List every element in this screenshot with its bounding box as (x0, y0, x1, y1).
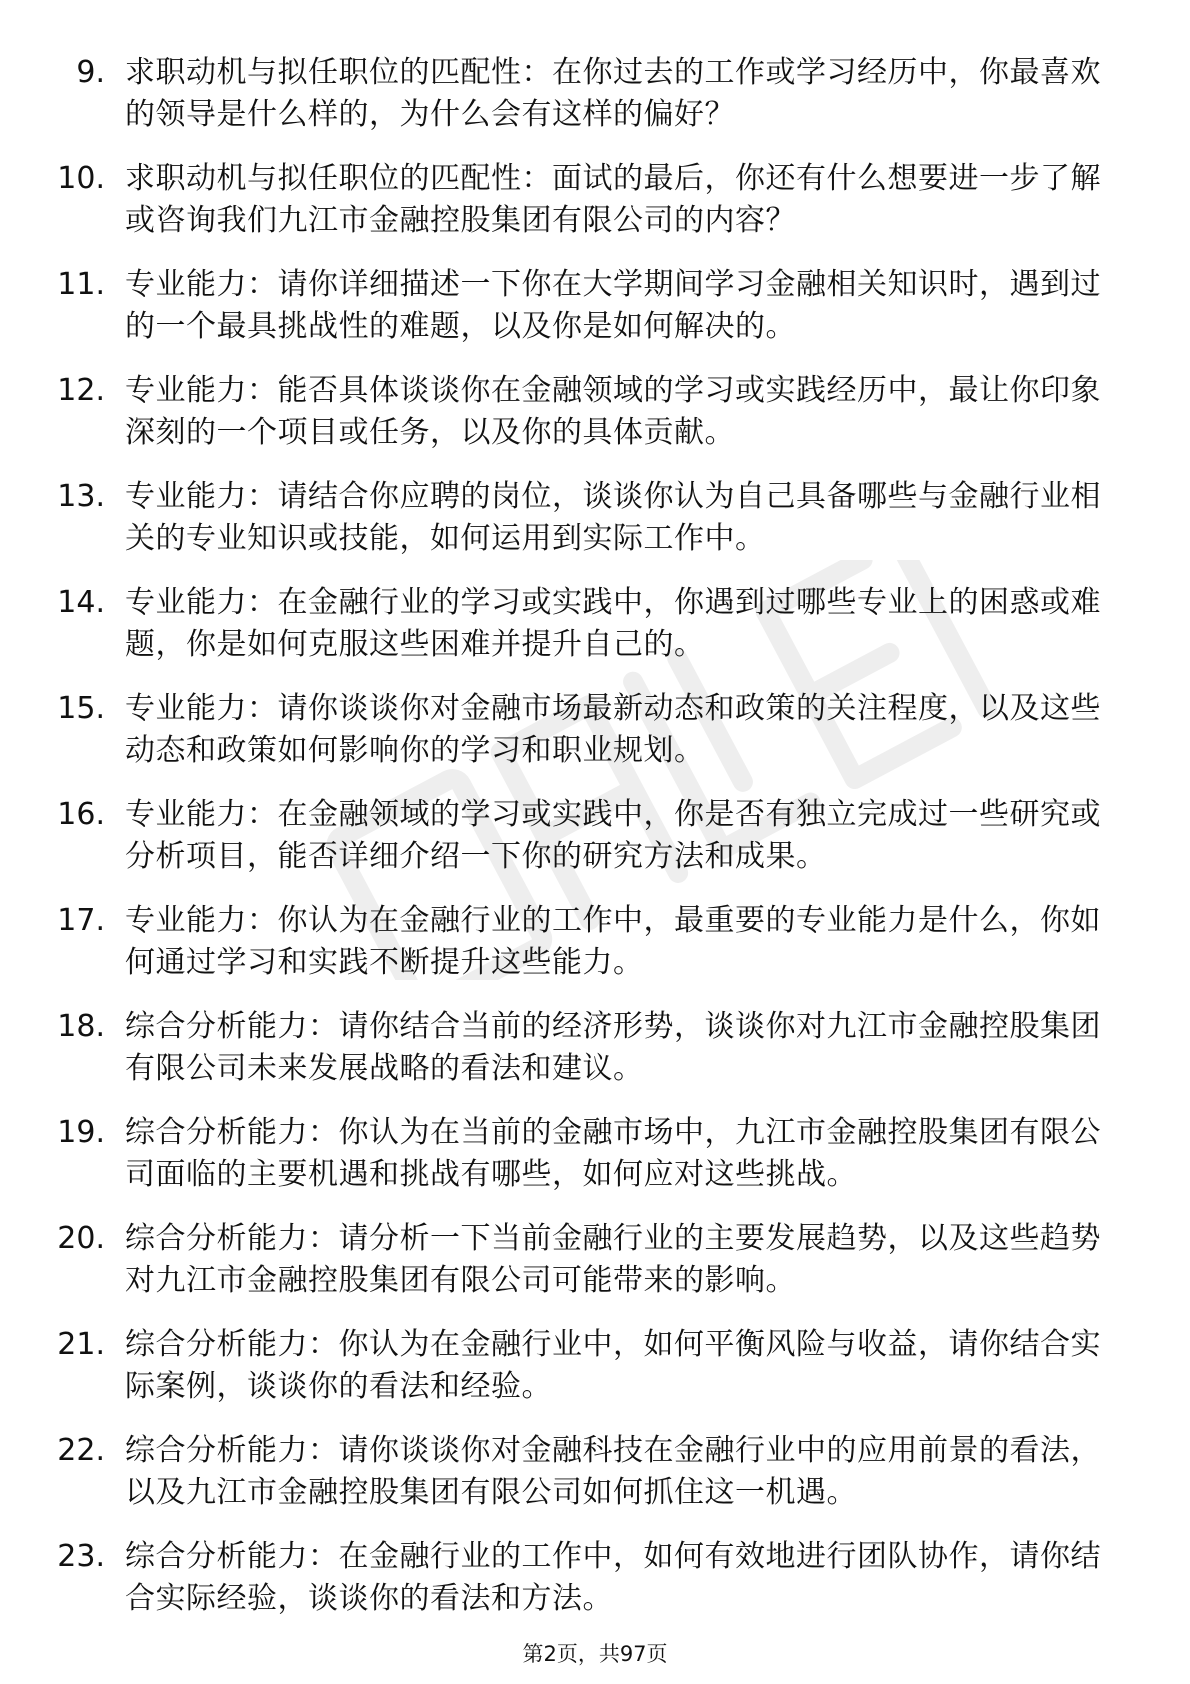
question-number: 15. (57, 691, 105, 726)
question-number: 18. (57, 1009, 105, 1044)
page-footer: 第2页，共97页 (522, 1642, 668, 1666)
question-text: 综合分析能力：请你结合当前的经济形势，谈谈你对九江市金融控股集团有限公司未来发展战略的看法和建议。 (125, 1009, 1101, 1086)
list-item (0, 1536, 1190, 1642)
question-text: 专业能力：请你详细描述一下你在大学期间学习金融相关知识时，遇到过的一个最具挑战性的难题，以及你是如何解决的。 (125, 267, 1101, 344)
question-text: 综合分析能力：你认为在当前的金融市场中，九江市金融控股集团有限公司面临的主要机遇和挑战有哪些，如何应对这些挑战。 (125, 1115, 1101, 1192)
question-number: 9. (76, 55, 105, 90)
question-list (0, 52, 1190, 1642)
list-item (0, 52, 1190, 158)
list-item (0, 1218, 1190, 1324)
question-text: 综合分析能力：请分析一下当前金融行业的主要发展趋势，以及这些趋势对九江市金融控股集团有限公司可能带来的影响。 (125, 1221, 1101, 1298)
list-item (0, 158, 1190, 264)
question-number: 21. (57, 1327, 105, 1362)
list-item (0, 1324, 1190, 1430)
list-item (0, 1006, 1190, 1112)
question-text: 专业能力：在金融行业的学习或实践中，你遇到过哪些专业上的困惑或难题，你是如何克服这些困难并提升自己的。 (125, 585, 1101, 662)
question-text: 专业能力：请你谈谈你对金融市场最新动态和政策的关注程度，以及这些动态和政策如何影响你的学习和职业规划。 (125, 691, 1101, 768)
question-text: 求职动机与拟任职位的匹配性：面试的最后，你还有什么想要进一步了解或咨询我们九江市金融控股集团有限公司的内容？ (125, 161, 1101, 238)
question-number: 11. (57, 267, 105, 302)
question-number: 19. (57, 1115, 105, 1150)
list-item (0, 476, 1190, 582)
list-item (0, 688, 1190, 794)
question-text: 综合分析能力：在金融行业的工作中，如何有效地进行团队协作，请你结合实际经验，谈谈你的看法和方法。 (125, 1539, 1101, 1616)
list-item (0, 264, 1190, 370)
question-text: 综合分析能力：请你谈谈你对金融科技在金融行业中的应用前景的看法，以及九江市金融控股集团有限公司如何抓住这一机遇。 (125, 1433, 1101, 1510)
question-number: 10. (57, 161, 105, 196)
list-item (0, 582, 1190, 688)
list-item (0, 794, 1190, 900)
question-number: 23. (57, 1539, 105, 1574)
question-text: 求职动机与拟任职位的匹配性：在你过去的工作或学习经历中，你最喜欢的领导是什么样的，为什么会有这样的偏好？ (125, 55, 1101, 132)
question-text: 综合分析能力：你认为在金融行业中，如何平衡风险与收益，请你结合实际案例，谈谈你的看法和经验。 (125, 1327, 1101, 1404)
list-item (0, 370, 1190, 476)
question-number: 14. (57, 585, 105, 620)
question-number: 16. (57, 797, 105, 832)
question-number: 12. (57, 373, 105, 408)
list-item (0, 900, 1190, 1006)
question-number: 22. (57, 1433, 105, 1468)
question-text: 专业能力：在金融领域的学习或实践中，你是否有独立完成过一些研究或分析项目，能否详细介绍一下你的研究方法和成果。 (125, 797, 1101, 874)
question-number: 13. (57, 479, 105, 514)
list-item (0, 1430, 1190, 1536)
list-item (0, 1112, 1190, 1218)
question-number: 17. (57, 903, 105, 938)
question-text: 专业能力：请结合你应聘的岗位，谈谈你认为自己具备哪些与金融行业相关的专业知识或技能，如何运用到实际工作中。 (125, 479, 1101, 556)
question-text: 专业能力：你认为在金融行业的工作中，最重要的专业能力是什么，你如何通过学习和实践不断提升这些能力。 (125, 903, 1101, 980)
question-text: 专业能力：能否具体谈谈你在金融领域的学习或实践经历中，最让你印象深刻的一个项目或任务，以及你的具体贡献。 (125, 373, 1101, 450)
question-number: 20. (57, 1221, 105, 1256)
